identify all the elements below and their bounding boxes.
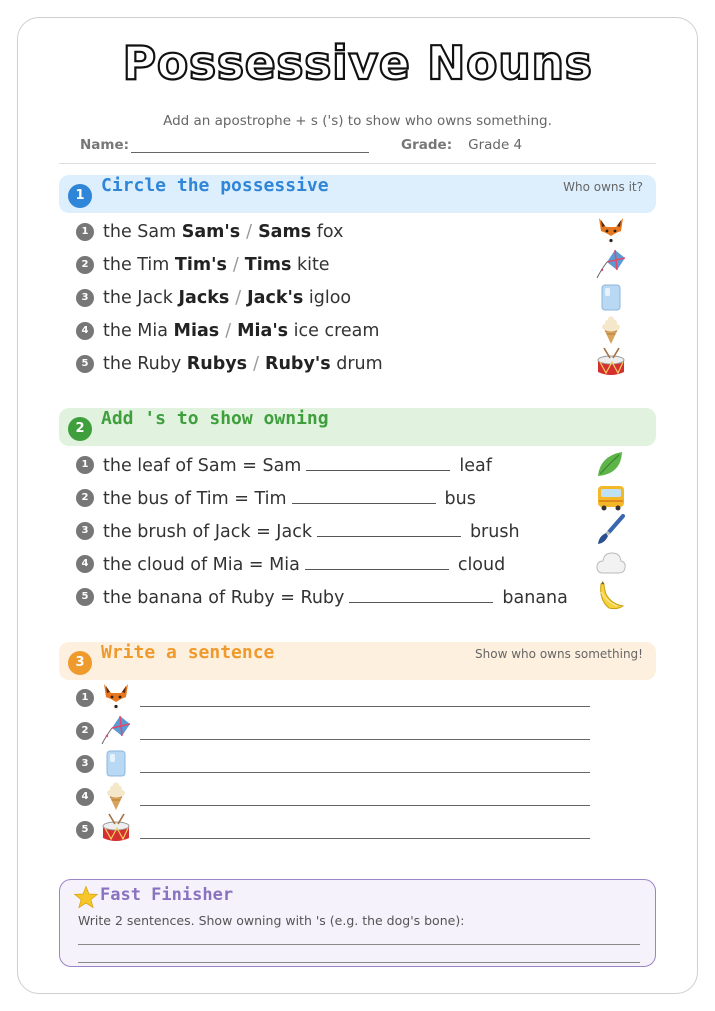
item-number: 4 bbox=[76, 322, 94, 340]
item-prefix: the Ruby bbox=[103, 354, 182, 374]
item-prefix: the leaf of Sam = Sam bbox=[103, 455, 302, 476]
kite-icon bbox=[100, 714, 134, 748]
fill-item bbox=[76, 486, 476, 510]
circle-item bbox=[76, 253, 330, 277]
fill-item bbox=[76, 552, 505, 576]
option-a[interactable]: Jacks bbox=[178, 288, 230, 308]
fast-finisher-box bbox=[59, 879, 656, 967]
item-number: 5 bbox=[76, 588, 94, 606]
item-number: 2 bbox=[76, 489, 94, 507]
star-icon bbox=[74, 885, 98, 909]
answer-blank[interactable] bbox=[349, 587, 493, 603]
ice-cream-icon bbox=[594, 313, 628, 347]
item-prefix: the Mia bbox=[103, 321, 168, 341]
section-1-title: Circle the possessive bbox=[101, 175, 329, 196]
item-number: 4 bbox=[76, 555, 94, 573]
section-1-header bbox=[59, 175, 656, 213]
option-slash: / bbox=[235, 288, 242, 308]
item-number: 1 bbox=[76, 689, 94, 707]
option-a[interactable]: Tim's bbox=[174, 255, 227, 275]
sentence-row bbox=[76, 814, 596, 846]
sentence-row bbox=[76, 748, 596, 780]
sentence-line[interactable] bbox=[140, 706, 590, 707]
divider bbox=[59, 163, 656, 164]
item-noun: brush bbox=[469, 521, 520, 542]
section-3-number: 3 bbox=[68, 651, 92, 675]
item-prefix: the banana of Ruby = Ruby bbox=[103, 587, 345, 608]
item-prefix: the Jack bbox=[103, 288, 173, 308]
section-2-title: Add 's to show owning bbox=[101, 408, 329, 429]
item-noun: ice cream bbox=[293, 321, 380, 341]
grade-label: Grade: bbox=[401, 137, 453, 153]
circle-item bbox=[76, 319, 379, 343]
banana-icon bbox=[594, 579, 628, 613]
drum-icon bbox=[100, 813, 134, 847]
item-prefix: the bus of Tim = Tim bbox=[103, 488, 287, 509]
fox-icon bbox=[100, 681, 134, 715]
fill-item bbox=[76, 453, 492, 477]
item-number: 1 bbox=[76, 223, 94, 241]
item-prefix: the brush of Jack = Jack bbox=[103, 521, 312, 542]
option-slash: / bbox=[253, 354, 259, 374]
page-subtitle: Add an apostrophe + s ('s) to show who owns something. bbox=[163, 113, 552, 129]
fill-item bbox=[76, 585, 568, 609]
leaf-icon bbox=[594, 447, 628, 481]
fast-finisher-title: Fast Finisher bbox=[100, 885, 234, 905]
ice-cube-icon bbox=[100, 747, 134, 781]
writing-line[interactable] bbox=[78, 962, 640, 963]
section-2-number: 2 bbox=[68, 417, 92, 441]
ice-cube-icon bbox=[594, 280, 628, 314]
section-3-title: Write a sentence bbox=[101, 642, 275, 663]
sentence-line[interactable] bbox=[140, 739, 590, 740]
fast-finisher-instructions: Write 2 sentences. Show owning with 's (e.g. the dog's bone): bbox=[78, 913, 465, 928]
section-3-hint: Show who owns something! bbox=[475, 647, 643, 661]
item-number: 2 bbox=[76, 256, 94, 274]
answer-blank[interactable] bbox=[306, 455, 450, 471]
option-a[interactable]: Mias bbox=[173, 321, 220, 341]
item-number: 3 bbox=[76, 289, 94, 307]
item-prefix: the cloud of Mia = Mia bbox=[103, 554, 300, 575]
item-noun: bus bbox=[444, 488, 476, 509]
bus-icon bbox=[594, 480, 628, 514]
sentence-row bbox=[76, 715, 596, 747]
paintbrush-icon bbox=[594, 513, 628, 547]
sentence-line[interactable] bbox=[140, 772, 590, 773]
item-number: 1 bbox=[76, 456, 94, 474]
fill-item bbox=[76, 519, 520, 543]
answer-blank[interactable] bbox=[317, 521, 461, 537]
grade-value: Grade 4 bbox=[468, 137, 523, 153]
name-grade-row bbox=[80, 137, 522, 153]
circle-item bbox=[76, 352, 383, 376]
item-noun: banana bbox=[502, 587, 568, 608]
item-number: 3 bbox=[76, 522, 94, 540]
item-number: 2 bbox=[76, 722, 94, 740]
section-2-header bbox=[59, 408, 656, 446]
item-number: 4 bbox=[76, 788, 94, 806]
item-number: 5 bbox=[76, 355, 94, 373]
ice-cream-icon bbox=[100, 780, 134, 814]
circle-item bbox=[76, 220, 343, 244]
item-noun: fox bbox=[316, 222, 344, 242]
section-3-header bbox=[59, 642, 656, 680]
option-a[interactable]: Rubys bbox=[186, 354, 248, 374]
option-b[interactable]: Ruby's bbox=[265, 354, 331, 374]
cloud-icon bbox=[594, 546, 628, 580]
item-number: 3 bbox=[76, 755, 94, 773]
sentence-row bbox=[76, 781, 596, 813]
writing-line[interactable] bbox=[78, 944, 640, 945]
name-label: Name: bbox=[80, 137, 130, 153]
option-a[interactable]: Sam's bbox=[181, 222, 241, 242]
answer-blank[interactable] bbox=[292, 488, 436, 504]
item-number: 5 bbox=[76, 821, 94, 839]
kite-icon bbox=[594, 247, 628, 281]
item-prefix: the Sam bbox=[103, 222, 177, 242]
item-noun: drum bbox=[336, 354, 383, 374]
page-title: Possessive Nouns bbox=[122, 36, 593, 90]
item-noun: leaf bbox=[459, 455, 492, 476]
section-1-number: 1 bbox=[68, 184, 92, 208]
item-noun: kite bbox=[296, 255, 330, 275]
option-b[interactable]: Mia's bbox=[237, 321, 289, 341]
item-noun: igloo bbox=[308, 288, 352, 308]
sentence-line[interactable] bbox=[140, 805, 590, 806]
name-field[interactable] bbox=[131, 139, 369, 153]
option-b[interactable]: Tims bbox=[244, 255, 292, 275]
sentence-row bbox=[76, 682, 596, 714]
sentence-line[interactable] bbox=[140, 838, 590, 839]
option-slash: / bbox=[246, 222, 253, 242]
circle-item bbox=[76, 286, 351, 310]
answer-blank[interactable] bbox=[305, 554, 449, 570]
drum-icon bbox=[594, 346, 628, 380]
option-slash: / bbox=[225, 321, 232, 341]
fox-icon bbox=[594, 214, 628, 248]
section-1-hint: Who owns it? bbox=[563, 180, 643, 194]
item-prefix: the Tim bbox=[103, 255, 170, 275]
option-b[interactable]: Sams bbox=[258, 222, 312, 242]
item-noun: cloud bbox=[457, 554, 506, 575]
option-b[interactable]: Jack's bbox=[247, 288, 304, 308]
option-slash: / bbox=[232, 255, 239, 275]
